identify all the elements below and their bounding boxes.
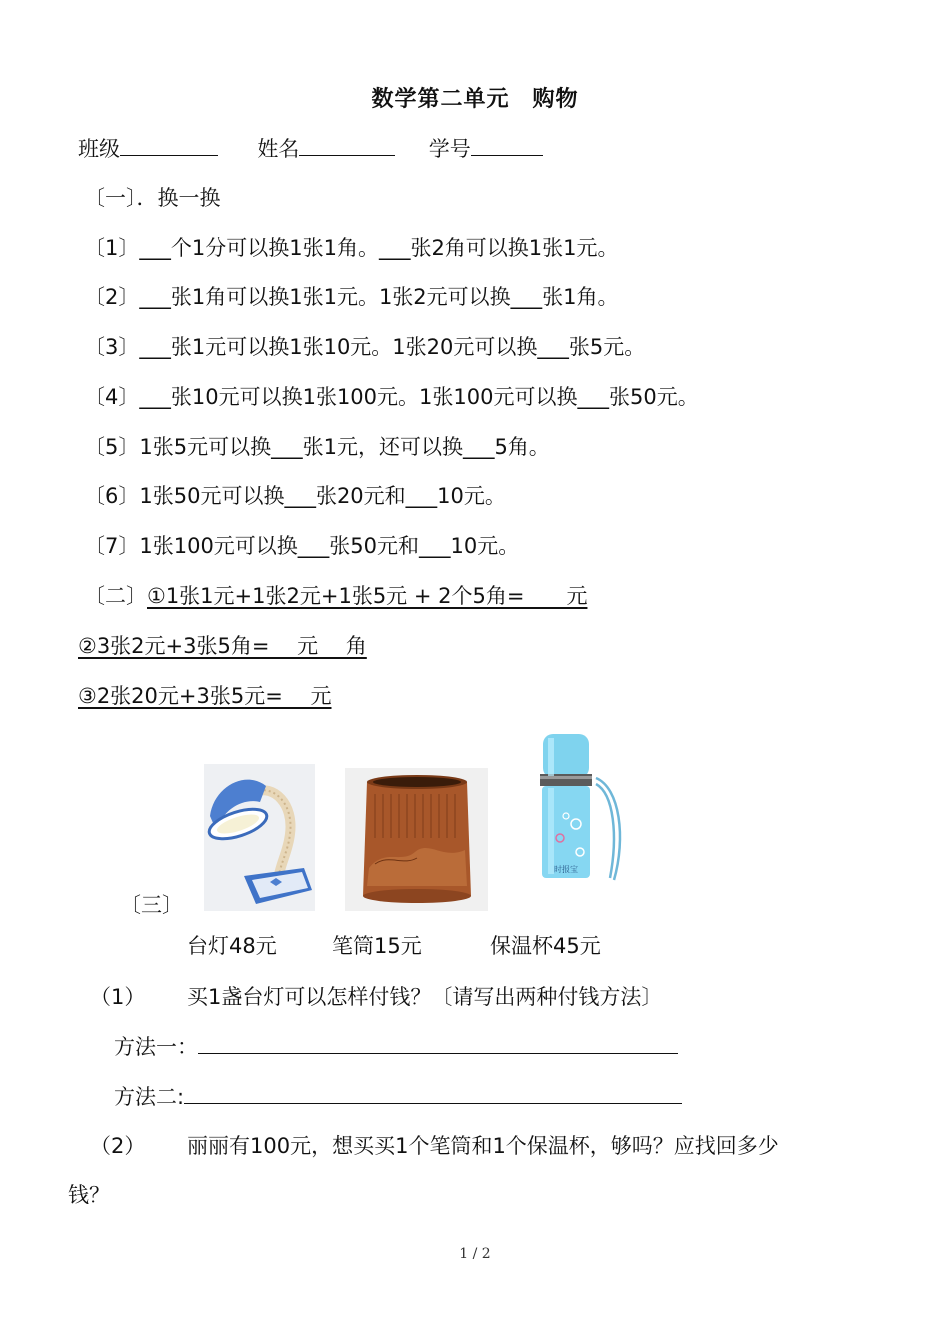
method-1-blank[interactable] bbox=[198, 1031, 678, 1054]
thermos-brand-text: 时报宝 bbox=[554, 865, 578, 874]
page-title: 数学第二单元 购物 bbox=[371, 87, 579, 112]
question-5: 〔5〕1张5元可以换___张1元，还可以换___5角。 bbox=[84, 435, 550, 459]
question-4: 〔4〕___张10元可以换1张100元。1张100元可以换___张50元。 bbox=[84, 385, 699, 409]
name-blank[interactable] bbox=[299, 133, 395, 156]
question-7: 〔7〕1张100元可以换___张50元和___10元。 bbox=[84, 534, 520, 558]
method-2-row bbox=[114, 1081, 682, 1112]
price-lamp: 台灯48元 bbox=[187, 934, 277, 958]
section2-row-1 bbox=[84, 581, 587, 611]
thermos-image bbox=[530, 728, 626, 884]
method-2-blank[interactable] bbox=[184, 1081, 682, 1104]
price-pen-holder: 笔筒15元 bbox=[332, 934, 422, 958]
page-number: 1 / 2 bbox=[459, 1246, 491, 1262]
student-info-row bbox=[78, 133, 543, 164]
question-6: 〔6〕1张50元可以换___张20元和___10元。 bbox=[84, 484, 506, 508]
desk-lamp-image bbox=[204, 764, 315, 911]
q2-number: （2） bbox=[90, 1134, 146, 1158]
question-1: 〔1〕___个1分可以换1张1角。___张2角可以换1张1元。 bbox=[84, 236, 619, 260]
q2-text-continued: 钱？ bbox=[68, 1183, 110, 1207]
section3-label: 〔三〕 bbox=[120, 893, 183, 917]
name-label: 姓名 bbox=[257, 137, 300, 161]
q1-number: （1） bbox=[90, 985, 146, 1009]
class-blank[interactable] bbox=[120, 133, 218, 156]
section2-item-1: ①1张1元+1张2元+1张5元 + 2个5角= 元 bbox=[147, 584, 588, 608]
question-2: 〔2〕___张1角可以换1张1元。1张2元可以换___张1角。 bbox=[84, 285, 619, 309]
section2-item-2: ②3张2元+3张5角= 元 角 bbox=[78, 634, 367, 658]
id-label: 学号 bbox=[428, 137, 471, 161]
section2-prefix: 〔二〕 bbox=[84, 584, 147, 608]
section1-heading: 〔一〕．换一换 bbox=[84, 186, 221, 210]
class-label: 班级 bbox=[78, 137, 120, 161]
question-3: 〔3〕___张1元可以换1张10元。1张20元可以换___张5元。 bbox=[84, 335, 646, 359]
method-2-label: 方法二: bbox=[114, 1085, 185, 1109]
q1-text: 买1盏台灯可以怎样付钱？〔请写出两种付钱方法〕 bbox=[187, 985, 663, 1009]
price-thermos: 保温杯45元 bbox=[490, 934, 601, 958]
section2-item-3: ③2张20元+3张5元= 元 bbox=[78, 684, 332, 708]
id-blank[interactable] bbox=[471, 133, 543, 156]
method-1-label: 方法一： bbox=[114, 1035, 198, 1059]
q2-text: 丽丽有100元，想买买1个笔筒和1个保温杯，够吗？应找回多少 bbox=[187, 1134, 779, 1158]
pen-holder-image bbox=[345, 768, 488, 911]
method-1-row bbox=[114, 1031, 678, 1062]
